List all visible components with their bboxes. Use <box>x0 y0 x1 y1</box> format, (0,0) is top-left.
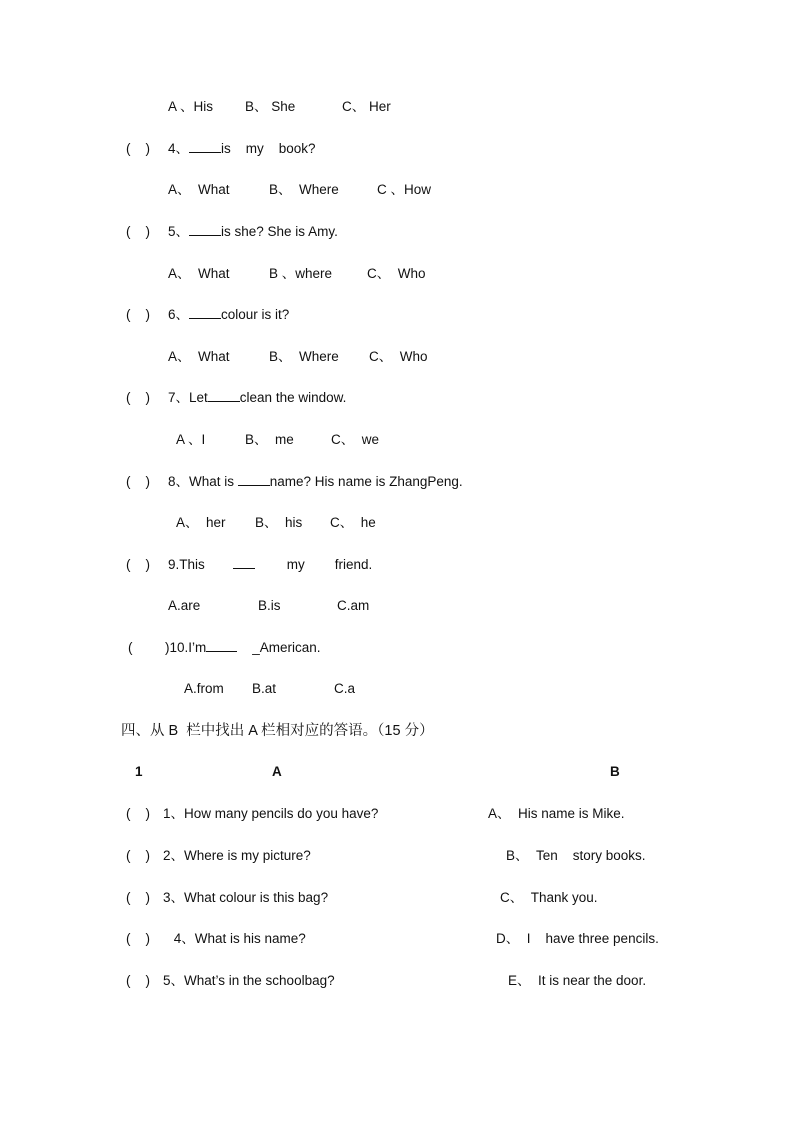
q8-option-a: A、 her <box>176 515 226 530</box>
q6-number: 6、 <box>168 307 190 322</box>
q7-stem-pre: Let <box>189 390 208 405</box>
q5-option-a: A、 What <box>168 266 230 281</box>
q8-stem: name? His name is ZhangPeng. <box>269 474 463 489</box>
q7-text <box>168 389 346 407</box>
q9-answer-paren[interactable]: ( ) <box>126 557 150 572</box>
q7-stem: clean the window. <box>239 390 347 405</box>
section4-header-num: 1 <box>135 764 143 779</box>
q7-answer-paren[interactable]: ( ) <box>126 390 150 405</box>
match-row-2-answer: B、 Ten story books. <box>506 848 646 863</box>
section4-header-col-b: B <box>610 764 620 779</box>
q10-option-b: B.at <box>252 681 277 696</box>
q8-text <box>168 473 463 491</box>
match-row-5-answer: E、 It is near the door. <box>508 973 647 988</box>
match-row-5-paren[interactable]: ( ) <box>126 973 150 988</box>
q5-blank <box>189 223 221 236</box>
q10-option-a: A.from <box>184 681 224 696</box>
q10-stem: _American. <box>252 640 321 655</box>
q9-option-a: A.are <box>168 598 201 613</box>
q9-stem: my friend. <box>286 557 373 572</box>
q8-stem-pre: What is <box>189 474 238 489</box>
q7-number: 7、 <box>168 390 190 405</box>
q8-option-b: B、 his <box>255 515 303 530</box>
q10-answer-paren[interactable]: ( <box>128 640 133 655</box>
q10-number: )10. <box>165 640 189 655</box>
q5-number: 5、 <box>168 224 190 239</box>
q6-blank <box>189 306 221 319</box>
q5-option-c: C、 Who <box>367 266 426 281</box>
match-row-3-question: 3、What colour is this bag? <box>163 890 329 905</box>
match-row-1-paren[interactable]: ( ) <box>126 806 150 821</box>
q4-option-c: C 、How <box>377 182 432 197</box>
q9-blank <box>233 556 255 569</box>
q6-text <box>168 306 289 324</box>
q6-option-c: C、 Who <box>369 349 428 364</box>
q4-blank <box>189 140 221 153</box>
q7-option-a: A 、I <box>176 432 206 447</box>
q4-number: 4、 <box>168 141 190 156</box>
section4-title: 四、从 B 栏中找出 A 栏相对应的答语。（15 分） <box>121 723 434 739</box>
q7-option-b: B、 me <box>245 432 294 447</box>
q6-option-a: A、 What <box>168 349 230 364</box>
q3-option-b: B、 She <box>245 99 296 114</box>
match-row-4-paren[interactable]: ( ) <box>126 931 150 946</box>
q5-answer-paren[interactable]: ( ) <box>126 224 150 239</box>
q8-option-c: C、 he <box>330 515 376 530</box>
q4-answer-paren[interactable]: ( ) <box>126 141 150 156</box>
q9-option-c: C.am <box>337 598 370 613</box>
match-row-1-question: 1、How many pencils do you have? <box>163 806 379 821</box>
q8-blank <box>238 473 270 486</box>
q9-text <box>168 556 372 574</box>
match-row-2-question: 2、Where is my picture? <box>163 848 311 863</box>
q7-option-c: C、 we <box>331 432 380 447</box>
q10-stem-pre: I’m <box>188 640 207 655</box>
match-row-1-answer: A、 His name is Mike. <box>488 806 625 821</box>
match-row-4-question: 4、What is his name? <box>170 931 306 946</box>
q4-text <box>168 140 316 158</box>
q5-stem: is she? She is Amy. <box>221 224 338 239</box>
q9-stem-pre: This <box>179 557 205 572</box>
q7-blank <box>208 389 240 402</box>
q9-option-b: B.is <box>258 598 281 613</box>
q8-answer-paren[interactable]: ( ) <box>126 474 150 489</box>
q6-answer-paren[interactable]: ( ) <box>126 307 150 322</box>
q4-option-b: B、 Where <box>269 182 339 197</box>
q4-option-a: A、 What <box>168 182 230 197</box>
q4-stem: is my book? <box>221 141 316 156</box>
q8-number: 8、 <box>168 474 190 489</box>
q6-stem: colour is it? <box>221 307 290 322</box>
match-row-2-paren[interactable]: ( ) <box>126 848 150 863</box>
q10-option-c: C.a <box>334 681 356 696</box>
q3-option-a: A 、His <box>168 99 214 114</box>
q10-blank <box>206 639 237 652</box>
match-row-4-answer: D、 I have three pencils. <box>496 931 659 946</box>
q5-text <box>168 223 338 241</box>
match-row-5-question: 5、What’s in the schoolbag? <box>163 973 335 988</box>
q9-number: 9. <box>168 557 180 572</box>
q3-option-c: C、 Her <box>342 99 391 114</box>
match-row-3-answer: C、 Thank you. <box>500 890 598 905</box>
q6-option-b: B、 Where <box>269 349 339 364</box>
q10-text <box>165 639 321 657</box>
match-row-3-paren[interactable]: ( ) <box>126 890 150 905</box>
q5-option-b: B 、where <box>269 266 333 281</box>
section4-header-col-a: A <box>272 764 282 779</box>
